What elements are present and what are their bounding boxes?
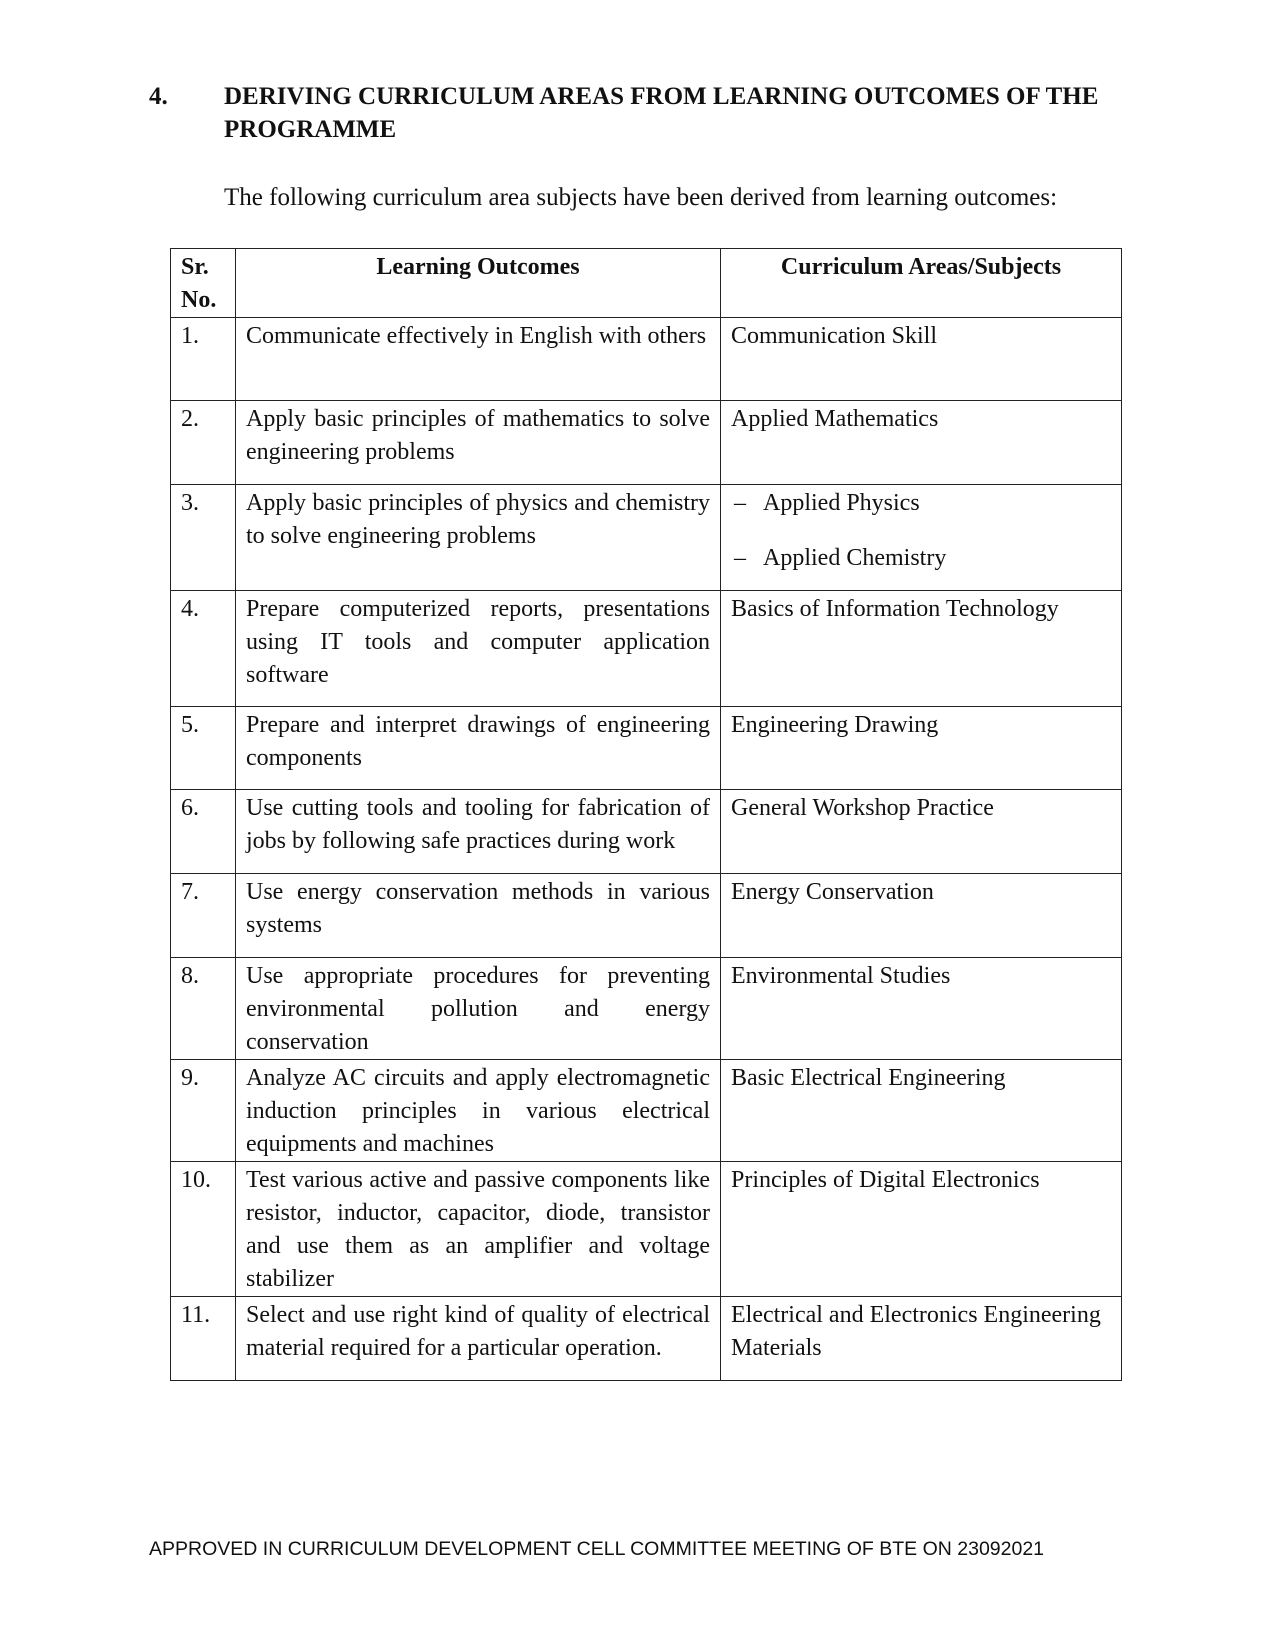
- section-title: DERIVING CURRICULUM AREAS FROM LEARNING OUTCOMES OF THE PROGRAMME: [224, 83, 1099, 143]
- outcome-cell: Apply basic principles of mathematics to solve engineering problems: [236, 401, 721, 485]
- header-curriculum-areas: Curriculum Areas/Subjects: [721, 249, 1122, 318]
- table-row: [171, 958, 1122, 1060]
- header-learning-outcomes: Learning Outcomes: [236, 249, 721, 318]
- outcome-cell: Analyze AC circuits and apply electromagnetic induction principles in various electrical equipments and machines: [236, 1060, 721, 1162]
- area-list-item: – Applied Chemistry: [731, 542, 1111, 575]
- area-cell: Applied Mathematics: [721, 401, 1122, 485]
- table-row: [171, 790, 1122, 874]
- table-header-row: [171, 249, 1122, 318]
- area-list: [731, 487, 1111, 575]
- page-footer: APPROVED IN CURRICULUM DEVELOPMENT CELL COMMITTEE MEETING OF BTE ON 23092021: [149, 1538, 1045, 1560]
- outcome-cell: Apply basic principles of physics and chemistry to solve engineering problems: [236, 485, 721, 591]
- sr-cell: 6.: [171, 790, 236, 874]
- outcome-cell: Use appropriate procedures for preventing environmental pollution and energy conservation: [236, 958, 721, 1060]
- table-row: [171, 874, 1122, 958]
- sr-cell: 9.: [171, 1060, 236, 1162]
- area-cell: Basic Electrical Engineering: [721, 1060, 1122, 1162]
- sr-cell: 4.: [171, 591, 236, 707]
- outcome-cell: Use energy conservation methods in various systems: [236, 874, 721, 958]
- table-row: [171, 1162, 1122, 1297]
- sr-cell: 5.: [171, 707, 236, 790]
- sr-cell: 10.: [171, 1162, 236, 1297]
- outcome-cell: Test various active and passive components like resistor, inductor, capacitor, diode, transistor and use them as an amplifier and voltage stabilizer: [236, 1162, 721, 1297]
- sr-cell: 11.: [171, 1297, 236, 1381]
- area-cell: Electrical and Electronics Engineering Materials: [721, 1297, 1122, 1381]
- area-cell: Engineering Drawing: [721, 707, 1122, 790]
- table-row: [171, 485, 1122, 591]
- area-cell: Energy Conservation: [721, 874, 1122, 958]
- area-cell: Basics of Information Technology: [721, 591, 1122, 707]
- area-cell: Communication Skill: [721, 318, 1122, 401]
- sr-cell: 1.: [171, 318, 236, 401]
- area-cell: General Workshop Practice: [721, 790, 1122, 874]
- table-row: [171, 401, 1122, 485]
- section-number: 4.: [149, 83, 168, 110]
- area-cell: Principles of Digital Electronics: [721, 1162, 1122, 1297]
- curriculum-table: [170, 248, 1122, 1381]
- table-row: [171, 707, 1122, 790]
- table-row: [171, 1297, 1122, 1381]
- area-list-item: – Applied Physics: [731, 487, 1111, 520]
- table-row: [171, 1060, 1122, 1162]
- table-row: [171, 591, 1122, 707]
- area-cell: [721, 485, 1122, 591]
- area-cell: Environmental Studies: [721, 958, 1122, 1060]
- header-sr-no: Sr. No.: [171, 249, 236, 318]
- outcome-cell: Select and use right kind of quality of electrical material required for a particular operation.: [236, 1297, 721, 1381]
- sr-cell: 2.: [171, 401, 236, 485]
- outcome-cell: Use cutting tools and tooling for fabrication of jobs by following safe practices during work: [236, 790, 721, 874]
- sr-cell: 3.: [171, 485, 236, 591]
- table-row: [171, 318, 1122, 401]
- sr-cell: 8.: [171, 958, 236, 1060]
- outcome-cell: Communicate effectively in English with others: [236, 318, 721, 401]
- outcome-cell: Prepare and interpret drawings of engineering components: [236, 707, 721, 790]
- intro-text: The following curriculum area subjects have been derived from learning outcomes:: [224, 184, 1058, 211]
- sr-cell: 7.: [171, 874, 236, 958]
- outcome-cell: Prepare computerized reports, presentations using IT tools and computer application software: [236, 591, 721, 707]
